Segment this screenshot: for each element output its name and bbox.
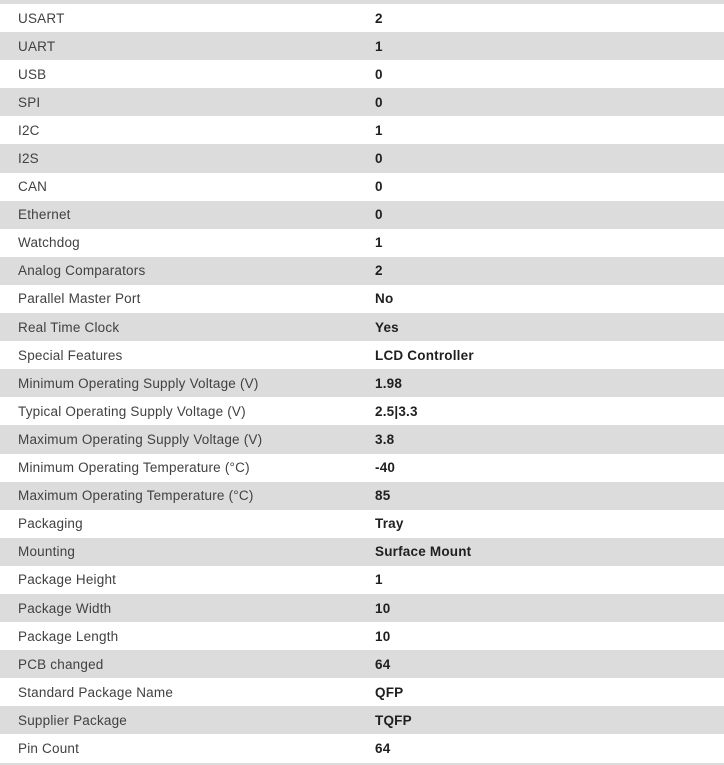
spec-value: Tray	[375, 516, 404, 532]
spec-label: Ethernet	[18, 207, 71, 223]
spec-row	[0, 397, 724, 425]
spec-label: Package Length	[18, 628, 119, 644]
spec-row	[0, 594, 724, 622]
spec-value: 0	[375, 94, 383, 110]
spec-row	[0, 144, 724, 172]
spec-label: Pin Count	[18, 740, 80, 756]
spec-value: 0	[375, 66, 383, 82]
spec-label: Package Height	[18, 572, 117, 588]
spec-label: Maximum Operating Supply Voltage (V)	[18, 431, 263, 447]
spec-value: 1	[375, 38, 383, 54]
spec-value: 2.5|3.3	[375, 403, 418, 419]
spec-value: TQFP	[375, 712, 412, 728]
spec-value: 3.8	[375, 431, 395, 447]
spec-row	[0, 341, 724, 369]
spec-label: SPI	[18, 94, 41, 110]
spec-label: USART	[18, 10, 65, 26]
spec-label: Analog Comparators	[18, 263, 146, 279]
spec-row	[0, 622, 724, 650]
spec-value: No	[375, 291, 394, 307]
spec-value: QFP	[375, 684, 404, 700]
spec-label: Package Width	[18, 600, 112, 616]
spec-row	[0, 482, 724, 510]
spec-value: 0	[375, 207, 383, 223]
spec-row	[0, 454, 724, 482]
spec-row	[0, 60, 724, 88]
spec-label: I2S	[18, 151, 39, 167]
spec-row	[0, 566, 724, 594]
spec-value: Surface Mount	[375, 544, 472, 560]
spec-row	[0, 201, 724, 229]
spec-label: Watchdog	[18, 235, 80, 251]
spec-value: 0	[375, 179, 383, 195]
spec-value: 2	[375, 10, 383, 26]
spec-row	[0, 734, 724, 762]
spec-row	[0, 706, 724, 734]
spec-row	[0, 257, 724, 285]
spec-row	[0, 229, 724, 257]
spec-value: 1	[375, 122, 383, 138]
spec-label: Real Time Clock	[18, 319, 120, 335]
spec-value: 10	[375, 600, 391, 616]
spec-row	[0, 369, 724, 397]
spec-label: PCB changed	[18, 656, 104, 672]
spec-label: Packaging	[18, 516, 83, 532]
spec-row	[0, 425, 724, 453]
spec-row	[0, 88, 724, 116]
spec-value: 10	[375, 628, 391, 644]
spec-row	[0, 650, 724, 678]
spec-value: 1	[375, 572, 383, 588]
spec-label: Typical Operating Supply Voltage (V)	[18, 403, 246, 419]
spec-row	[0, 32, 724, 60]
spec-value: Yes	[375, 319, 399, 335]
spec-label: Supplier Package	[18, 712, 128, 728]
spec-label: Standard Package Name	[18, 684, 174, 700]
spec-label: Parallel Master Port	[18, 291, 141, 307]
spec-label: USB	[18, 66, 47, 82]
spec-rows-container	[0, 4, 724, 763]
spec-label: Minimum Operating Supply Voltage (V)	[18, 375, 259, 391]
spec-label: UART	[18, 38, 56, 54]
spec-value: 64	[375, 656, 391, 672]
spec-value: 0	[375, 151, 383, 167]
spec-value: 2	[375, 263, 383, 279]
spec-value: 1.98	[375, 375, 403, 391]
spec-value: 85	[375, 488, 391, 504]
spec-row	[0, 4, 724, 32]
spec-label: Special Features	[18, 347, 123, 363]
spec-value: LCD Controller	[375, 347, 474, 363]
spec-row	[0, 510, 724, 538]
spec-label: Mounting	[18, 544, 76, 560]
spec-label: I2C	[18, 122, 40, 138]
spec-row	[0, 116, 724, 144]
spec-value: 1	[375, 235, 383, 251]
spec-row	[0, 538, 724, 566]
spec-row	[0, 313, 724, 341]
spec-label: CAN	[18, 179, 48, 195]
spec-row	[0, 285, 724, 313]
spec-row	[0, 678, 724, 706]
spec-value: 64	[375, 740, 391, 756]
spec-label: Maximum Operating Temperature (°C)	[18, 488, 254, 504]
spec-value: -40	[375, 460, 396, 476]
spec-label: Minimum Operating Temperature (°C)	[18, 460, 250, 476]
spec-row	[0, 173, 724, 201]
